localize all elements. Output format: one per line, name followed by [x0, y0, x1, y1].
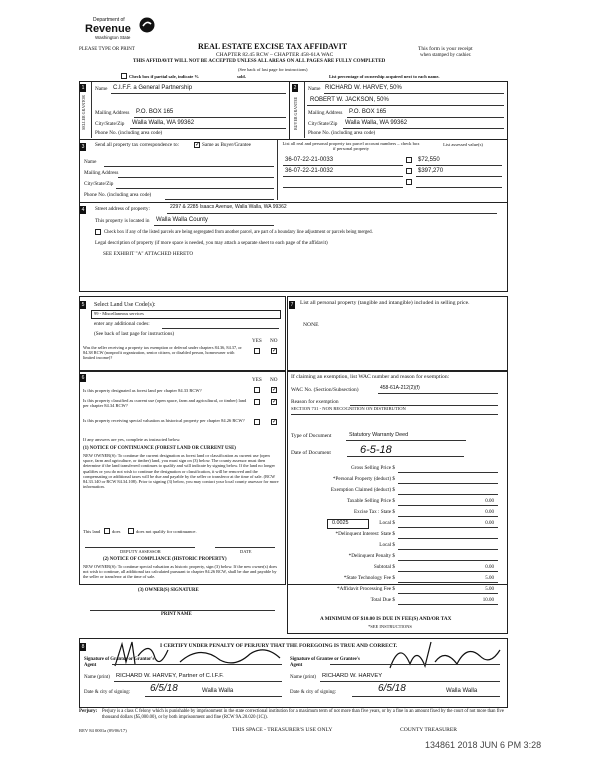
land-use-label: Select Land Use Code(s): — [94, 302, 156, 308]
seller-phone-label: Phone No. (including area code) — [95, 130, 163, 136]
seller-mailing[interactable]: P.O. BOX 165 — [136, 109, 174, 115]
calc-row-label: *Personal Property (deduct) $ — [332, 476, 395, 482]
forest-q3: Is this property receiving special valuation as historical property per chapter 84.26 RCW? — [83, 418, 245, 423]
buyer-name1[interactable]: RICHARD W. HARVEY, 50% — [325, 85, 402, 91]
section-5-number: 5 — [81, 302, 85, 308]
ownership-note: List percentage of ownership acquired next to each name. — [329, 74, 440, 79]
reason-value[interactable]: SECTION 731 - NON RECOGNITION ON DISTRIBUTION — [291, 406, 406, 411]
forest-yes: YES — [252, 377, 262, 383]
personal-property-checkbox[interactable] — [406, 179, 412, 185]
notice1-body: NEW OWNER(S): To continue the current designation as forest land or classification as current use (open space, farm and agriculture, or timber) land, you must sign on (3) below. The county assessor must then determine if the land transferred continues to qualify and will indicate by signing below. If the land no longer qualifies or you do not wish to continue the designation or classification, it will be removed and the compensating or additional taxes will be due and payable by the seller or transferor at the time of sale. (RCW 84.33.140 or RCW 84.34.108). Prior to signing (3) below, you may contact your local county assessor for more information. — [83, 453, 279, 490]
treasurer-space: THIS SPACE - TREASURER'S USE ONLY — [232, 727, 333, 733]
seller-city-label: City/State/Zip — [95, 121, 125, 127]
calc-row-value[interactable]: 0.00 — [485, 565, 494, 570]
property-box — [79, 202, 508, 292]
section-4-number: 4 — [81, 207, 85, 213]
seller-side-label: SELLER GRANTOR — [81, 95, 86, 130]
grantee-city[interactable]: Walla Walla — [446, 688, 478, 694]
seller-name[interactable]: C.I.F.F. a General Partnership — [113, 85, 193, 91]
land-use-no: NO — [270, 338, 278, 344]
boundary-checkbox[interactable] — [95, 229, 101, 235]
same-as-buyer-checkbox[interactable]: ✓ — [195, 142, 201, 148]
land-use-yes: YES — [252, 338, 262, 344]
forest-q2-no[interactable]: ✓ — [272, 399, 278, 405]
exempt-no-checkbox[interactable]: ✓ — [272, 348, 278, 354]
calc-row-label: Gross Selling Price $ — [351, 465, 395, 471]
form-title: REAL ESTATE EXCISE TAX AFFIDAVIT — [198, 42, 348, 51]
land-does-checkbox[interactable] — [104, 528, 110, 534]
calc-row-label: Local $ — [379, 542, 395, 548]
grantor-signature — [110, 636, 290, 676]
calc-row-value[interactable]: 0.00 — [485, 499, 494, 504]
land-does-not-checkbox[interactable] — [128, 528, 134, 534]
buyer-name-label: Name — [308, 86, 321, 92]
assessed-header: List assessed value(s) — [443, 142, 483, 147]
perjury-title: Perjury: — [79, 709, 98, 714]
forest-q1-yes[interactable] — [254, 387, 260, 393]
buyer-side-label: BUYER GRANTEE — [293, 96, 298, 130]
notice1-title: (1) NOTICE OF CONTINUANCE (FOREST LAND OR CURRENT USE) — [83, 446, 236, 451]
located-county[interactable]: Walla Walla County — [156, 217, 208, 223]
corr-city-label: City/State/Zip — [84, 181, 114, 187]
grantee-sig-label: Signature of Grantee or Grantee's Agent — [290, 657, 360, 668]
calc-row-label: Local $ — [379, 520, 395, 526]
owner-signature: (3) OWNER(S) SIGNATURE — [138, 588, 199, 593]
dor-logo-mark — [139, 17, 155, 33]
doc-type-label: Type of Document — [291, 433, 332, 439]
forest-if-yes: If any answers are yes, complete as instructed below. — [83, 437, 181, 442]
section-8-number: 8 — [81, 644, 85, 650]
grantee-date-label: Date & city of signing: — [290, 690, 337, 695]
calc-row-value[interactable]: 0.00 — [485, 521, 494, 526]
calc-row-label: *Delinquent Interest: State $ — [335, 531, 395, 537]
section-1-number: 1 — [81, 85, 85, 91]
forest-q2: Is this property classified as current use (open space, farm and agricultural, or timber) land per chapter 84.34 RCW? — [83, 398, 247, 409]
calc-row-label: *State Technology Fee $ — [343, 575, 395, 581]
forest-q3-yes[interactable] — [254, 419, 260, 425]
section-7-number: 7 — [290, 302, 294, 308]
calc-row-label: Subtotal $ — [373, 564, 395, 570]
section-6-number: 6 — [81, 375, 85, 381]
forest-no: NO — [270, 377, 278, 383]
land-does: does — [112, 529, 121, 534]
partial-sold-label: sold. — [237, 74, 246, 79]
exempt-question: Was the seller receiving a property tax exemption or deferral under chapters 84.36, 84.37, or 84.38 RCW (nonprofit organization, senior citizen, or disabled person, homeowner with limited income)? — [83, 345, 242, 360]
seller-city[interactable]: Walla Walla, WA 99362 — [132, 120, 195, 126]
calc-row-label: Taxable Selling Price $ — [346, 498, 395, 504]
certify-statement: I CERTIFY UNDER PENALTY OF PERJURY THAT THE FOREGOING IS TRUE AND CORRECT. — [160, 643, 398, 649]
land-use-code: 99 - Miscellaneous services — [94, 311, 144, 316]
dept-line2: Revenue — [85, 23, 131, 35]
reason-label: Reason for exemption — [291, 399, 339, 405]
buyer-city-label: City/State/Zip — [308, 121, 338, 127]
forest-q2-yes[interactable] — [254, 399, 260, 405]
grantee-name[interactable]: RICHARD W. HARVEY — [322, 673, 383, 679]
personal-property-label: List all personal property (tangible and intangible) included in selling price. — [300, 300, 470, 306]
grantor-city[interactable]: Walla Walla — [202, 688, 234, 694]
calc-row-label: Total Due $ — [370, 597, 395, 603]
personal-property-checkbox[interactable] — [406, 157, 412, 163]
land-does-label: This land — [83, 529, 101, 534]
section-3-number: 3 — [81, 144, 85, 150]
grantee-date[interactable]: 6/5/18 — [378, 683, 406, 694]
land-use-see-back: (See back of last page for instructions) — [94, 331, 175, 337]
corr-name-label: Name — [84, 159, 97, 165]
forest-q1-no[interactable]: ✓ — [272, 387, 278, 393]
doc-type-value[interactable]: Statutory Warranty Deed — [349, 432, 409, 438]
rev-number: REV 84 0001a (09/06/17) — [79, 728, 127, 733]
grantee-signature — [385, 636, 505, 676]
dept-line1: Department of — [93, 17, 125, 23]
exempt-yes-checkbox[interactable] — [254, 348, 260, 354]
county-treasurer: COUNTY TREASURER — [400, 727, 458, 733]
partial-sale-checkbox[interactable] — [121, 73, 127, 79]
dept-line3: Washington State — [95, 35, 131, 40]
grantor-name[interactable]: RICHARD W. HARVEY, Partner of C.I.F.F. — [116, 673, 224, 679]
legal-label: Legal description of property (if more space is needed, you may attach a separate sheet to each page of the affidavit) — [95, 241, 328, 246]
parcel-value[interactable]: $397,270 — [418, 168, 444, 174]
calc-row-label: *Affidavit Processing Fee $ — [337, 586, 395, 592]
minimum-note: A MINIMUM OF $10.00 IS DUE IN FEE(S) AND/OR TAX — [320, 616, 452, 622]
additional-codes-label: enter any additional codes: — [94, 321, 150, 327]
buyer-mailing[interactable]: P.O. BOX 165 — [349, 109, 387, 115]
corr-mailing-label: Mailing Address — [84, 170, 119, 176]
same-as-buyer-label: Same as Buyer/Grantee — [202, 142, 251, 148]
personal-property-box — [287, 296, 508, 371]
parcel-value[interactable]: $72,550 — [418, 157, 440, 163]
partial-sale-label: Check box if partial sale, indicate % — [129, 74, 199, 79]
see-instructions: *SEE INSTRUCTIONS — [368, 624, 412, 629]
local-rate: 0.0025 — [332, 520, 349, 526]
notice2-title: (2) NOTICE OF COMPLIANCE (HISTORIC PROPERTY) — [103, 557, 227, 562]
calc-row-label: *Delinquent Penalty $ — [348, 553, 395, 559]
buyer-mailing-label: Mailing Address — [308, 110, 343, 116]
deputy-assessor: DEPUTY ASSESSOR — [120, 549, 161, 554]
see-back-top: (See back of last page for instructions) — [238, 67, 308, 72]
buyer-name2[interactable]: ROBERT W. JACKSON, 50% — [310, 97, 389, 103]
print-name: PRINT NAME — [161, 612, 192, 617]
receipt-note1: This form is your receipt — [418, 46, 473, 52]
section-2-number: 2 — [293, 85, 297, 91]
parcels-header: List all real and personal property tax parcel account numbers – check box if personal property — [282, 141, 420, 152]
calc-row-value[interactable]: 5.00 — [485, 576, 494, 581]
forest-q3-no[interactable]: ✓ — [272, 419, 278, 425]
parcel-number[interactable]: 36-07-22-21-0032 — [285, 168, 334, 174]
forest-q1: Is this property designated as forest land per chapter 84.33 RCW? — [83, 388, 202, 393]
personal-property-value[interactable]: NONE — [303, 322, 319, 328]
calc-row-value[interactable]: 0.00 — [485, 510, 494, 515]
doc-date-value[interactable]: 6-5-18 — [360, 444, 392, 456]
wac-label: WAC No. (Section/Subsection) — [291, 387, 359, 393]
calc-row-value[interactable]: 5.00 — [485, 587, 494, 592]
grantor-date-label: Date & city of signing: — [84, 690, 131, 695]
send-label: Send all property tax correspondence to: — [95, 142, 179, 148]
legal-description[interactable]: SEE EXHIBIT "A" ATTACHED HERETO — [103, 251, 194, 257]
type-or-print: PLEASE TYPE OR PRINT — [79, 47, 135, 52]
exemption-claim-label: If claiming an exemption, list WAC number and reason for exemption: — [291, 374, 450, 380]
buyer-city[interactable]: Walla Walla, WA 99362 — [345, 120, 408, 126]
doc-date-label: Date of Document — [291, 450, 331, 456]
land-does-not: does not qualify for continuance. — [136, 529, 197, 534]
seller-mailing-label: Mailing Address — [95, 110, 130, 116]
parcel-number[interactable]: 36-07-22-21-0033 — [285, 157, 334, 163]
notice2-body: NEW OWNER(S): To continue special valuation as historic property, sign (3) below. If the new owner(s) does not wish to continue, all additional tax calculated pursuant to chapter 84.26 RCW, shall be due and payable by the seller or transferor at the time of sale. — [83, 564, 278, 580]
form-warning: THIS AFFIDAVIT WILL NOT BE ACCEPTED UNLESS ALL AREAS ON ALL PAGES ARE FULLY COMPLETED — [133, 59, 386, 64]
grantor-date[interactable]: 6/5/18 — [150, 683, 178, 694]
calc-row-label: Exemption Claimed (deduct) $ — [330, 487, 395, 493]
buyer-phone-label: Phone No. (including area code) — [308, 130, 376, 136]
seller-name-label: Name — [95, 86, 108, 92]
personal-property-checkbox[interactable] — [406, 168, 412, 174]
grantee-name-label: Name (print) — [290, 675, 316, 680]
receipt-stamp: 134861 2018 JUN 6 PM 3:28 — [425, 740, 542, 750]
calc-row-label: Excise Tax : State $ — [353, 509, 395, 515]
perjury-text: Perjury is a class C felony which is punishable by imprisonment in the state correctional institution for a maximum term of not more than five years, or by a fine in an amount fixed by the court of not more than five thousand dollars ($5,000.00), or by both imprisonment and fine (RCW 9A.20.020 (1C)). — [102, 709, 504, 720]
form-subtitle: CHAPTER 82.45 RCW – CHAPTER 458-61A WAC — [216, 52, 334, 58]
deputy-date: DATE — [240, 549, 252, 554]
located-label: This property is located in — [95, 218, 150, 224]
grantor-name-label: Name (print) — [84, 675, 110, 680]
boundary-note: Check box if any of the listed parcels are being segregated from another parcel, are part of a boundary line adjustment or parcels being merged. — [104, 230, 373, 235]
corr-phone-label: Phone No. (including area code) — [84, 192, 152, 198]
street-address[interactable]: 2297 & 2285 Isaacs Avenue, Walla Walla, WA 99362 — [170, 204, 287, 210]
calc-row-value[interactable]: 10.00 — [482, 598, 494, 603]
wac-number[interactable]: 458-61A-212(2)(f) — [380, 385, 420, 391]
street-label: Street address of property: — [95, 206, 150, 212]
grantor-sig-label: Signature of Grantor or Grantor's Agent — [84, 657, 155, 668]
receipt-note2: when stamped by cashier. — [420, 53, 472, 58]
